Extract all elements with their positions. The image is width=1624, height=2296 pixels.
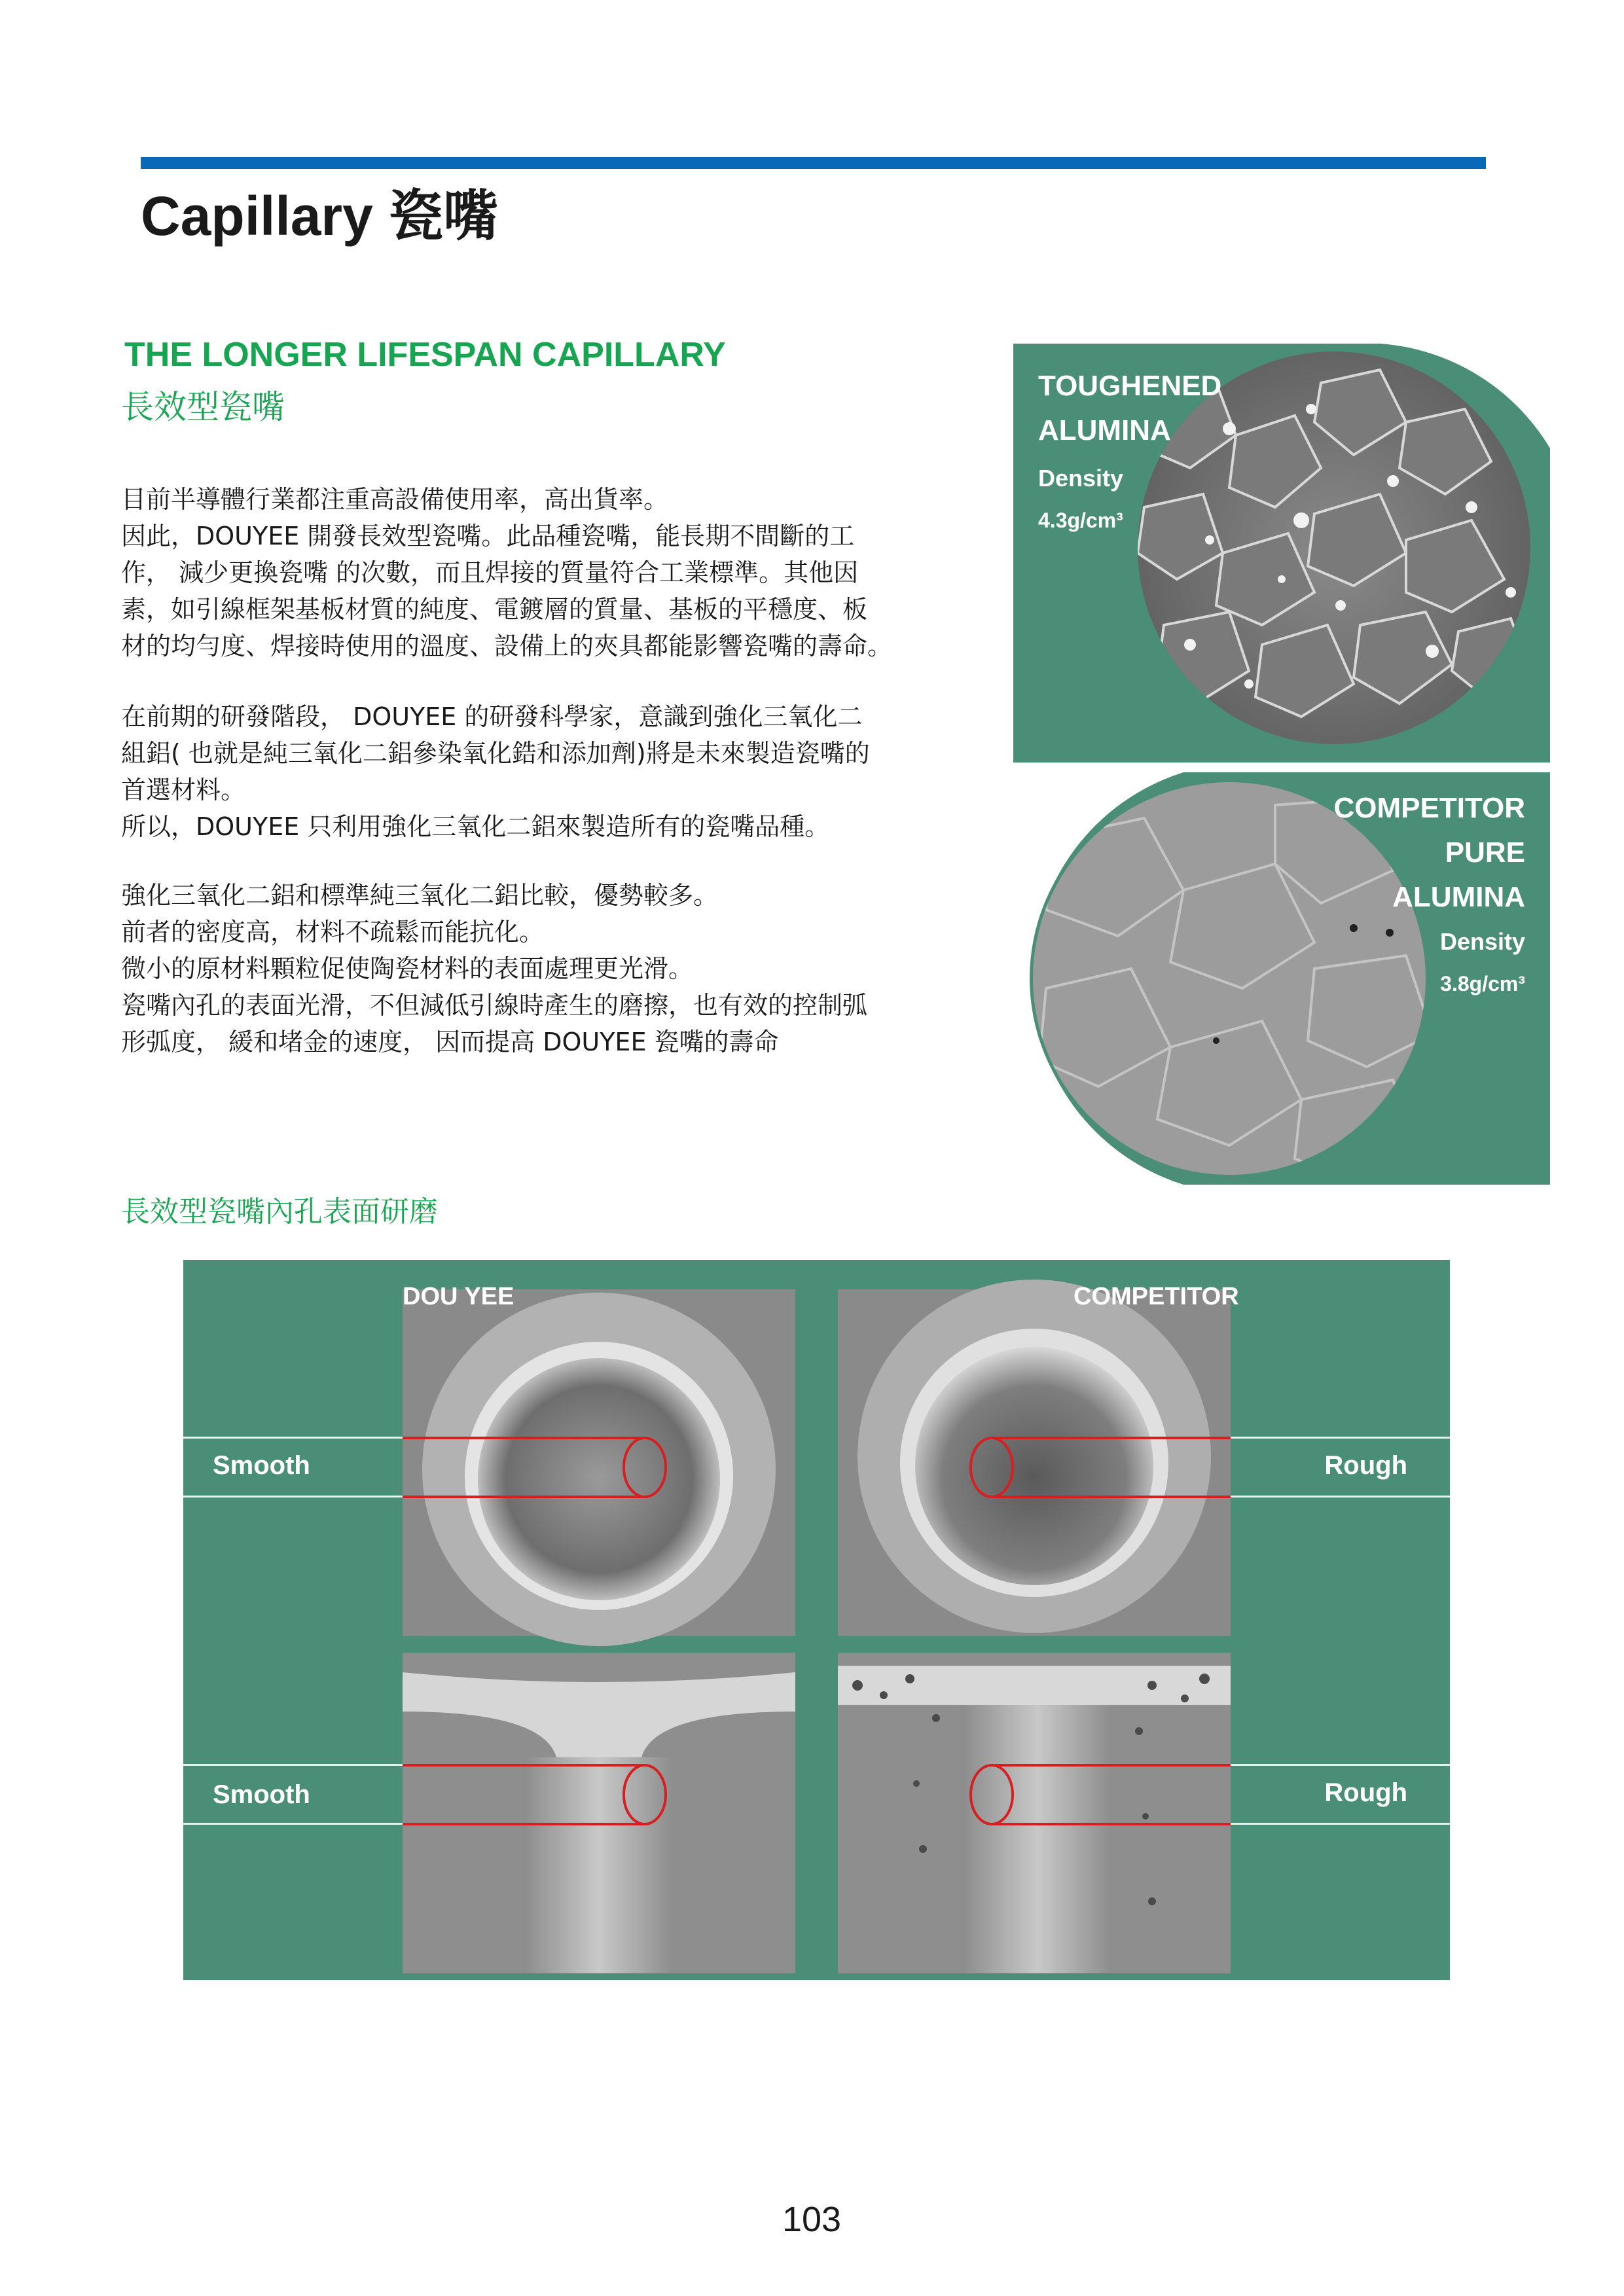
paragraph-line: 作， 減少更換瓷嘴 的次數，而且焊接的質量符合工業標準。其他因: [121, 558, 859, 587]
competitor-label-line2: PURE: [1445, 836, 1525, 869]
toughened-label-line1: TOUGHENED: [1038, 370, 1222, 402]
gloss-heading: 長效型瓷嘴內孔表面研磨: [121, 1195, 438, 1229]
toughened-density-value: 4.3g/cm³: [1038, 509, 1123, 532]
toughened-density-label: Density: [1038, 465, 1124, 492]
competitor-alumina-panel: [1013, 772, 1550, 1185]
row2-right-label: Rough: [1324, 1778, 1407, 1807]
douyee-label: DOU YEE: [403, 1283, 514, 1310]
paragraph-line: 前者的密度高，材料不疏鬆而能抗化。: [121, 918, 545, 946]
competitor-density-label: Density: [1439, 928, 1525, 955]
paragraph-line: 目前半導體行業都注重高設備使用率，高出貨率。: [121, 485, 669, 514]
paragraph-line: 組鋁( 也就是純三氧化二鋁參染氧化鋯和添加劑)將是未來製造瓷嘴的: [121, 739, 870, 768]
paragraph-2: [121, 698, 992, 845]
row1-left-label: Smooth: [213, 1451, 310, 1480]
row1-right-label: Rough: [1324, 1451, 1407, 1480]
page-number: 103: [782, 2200, 842, 2239]
page-title: Capillary 瓷嘴: [141, 185, 499, 247]
paragraph-line: 首選材料。: [121, 776, 246, 804]
competitor-label-line3: ALUMINA: [1392, 881, 1525, 913]
section-title-zh: 長效型瓷嘴: [121, 388, 285, 426]
paragraph-line: 微小的原材料顆粒促使陶瓷材料的表面處理更光滑。: [121, 954, 694, 983]
sem-comparison-images: [183, 1260, 1450, 1980]
paragraph-line: 因此，DOUYEE 開發長效型瓷嘴。此品種瓷嘴，能長期不間斷的工: [121, 522, 855, 550]
paragraph-line: 瓷嘴內孔的表面光滑，不但減低引線時產生的磨擦，也有效的控制弧: [121, 991, 868, 1020]
section-title-en: THE LONGER LIFESPAN CAPILLARY: [124, 336, 726, 374]
competitor-label: COMPETITOR: [1074, 1283, 1239, 1310]
toughened-grain-image: [1013, 344, 1550, 762]
paragraph-3: [121, 877, 992, 1060]
paragraph-line: 材的均勻度、焊接時使用的溫度、設備上的夾具都能影響瓷嘴的壽命。: [121, 632, 893, 660]
header-rule: [141, 157, 1486, 169]
paragraph-1: [121, 481, 992, 664]
paragraph-line: 形弧度， 緩和堵金的速度， 因而提高 DOUYEE 瓷嘴的壽命: [121, 1028, 779, 1056]
paragraph-line: 所以，DOUYEE 只利用強化三氧化二鋁來製造所有的瓷嘴品種。: [121, 812, 830, 841]
paragraph-line: 強化三氧化二鋁和標準純三氧化二鋁比較，優勢較多。: [121, 881, 719, 910]
paragraph-line: 在前期的研發階段， DOUYEE 的研發科學家，意識到強化三氧化二: [121, 702, 863, 731]
toughened-alumina-panel: [1013, 344, 1550, 762]
competitor-label-line1: COMPETITOR: [1333, 792, 1525, 824]
sem-comparison-panel: [183, 1260, 1450, 1980]
competitor-density-value: 3.8g/cm³: [1440, 972, 1525, 996]
row2-left-label: Smooth: [213, 1780, 310, 1809]
toughened-label-line2: ALUMINA: [1038, 414, 1171, 446]
paragraph-line: 素，如引線框架基板材質的純度、電鍍層的質量、基板的平穩度、板: [121, 595, 868, 624]
